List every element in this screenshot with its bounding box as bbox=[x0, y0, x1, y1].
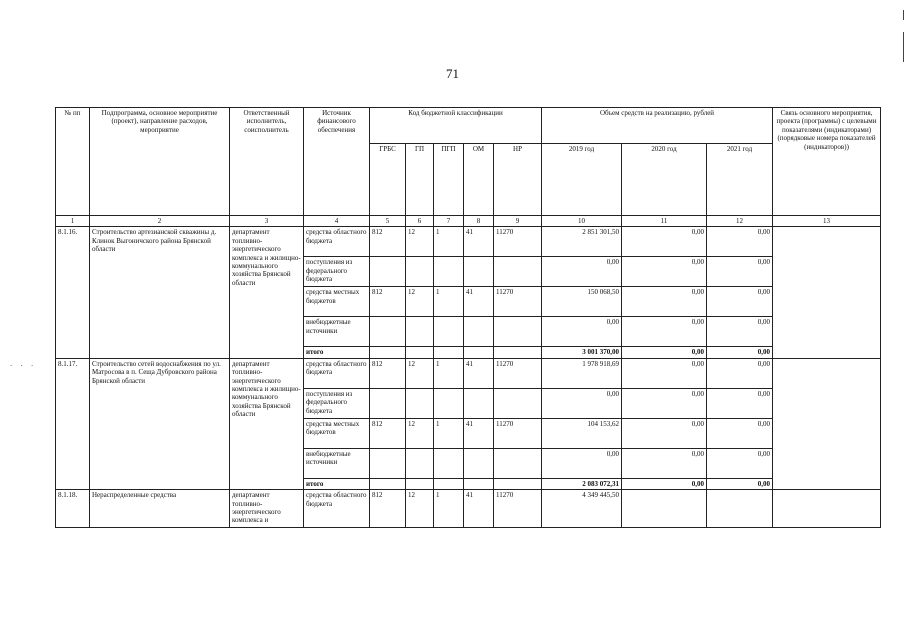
total-2020: 0,00 bbox=[622, 478, 707, 489]
om-code bbox=[464, 448, 494, 478]
amount-2020: 0,00 bbox=[622, 388, 707, 418]
gp-code bbox=[406, 448, 434, 478]
amount-2020 bbox=[622, 490, 707, 528]
total-2019: 2 083 072,31 bbox=[542, 478, 622, 489]
funding-source: средства областного бюджета bbox=[304, 227, 370, 257]
amount-2019: 0,00 bbox=[542, 317, 622, 347]
column-number: 3 bbox=[230, 216, 304, 227]
grbs-code: 812 bbox=[370, 358, 406, 388]
amount-2019: 4 349 445,50 bbox=[542, 490, 622, 528]
pgp-code bbox=[434, 257, 464, 287]
project-name: Нераспределенные средства bbox=[90, 490, 230, 528]
column-number: 13 bbox=[773, 216, 881, 227]
table-row bbox=[56, 227, 881, 257]
header-gp: ГП bbox=[406, 144, 434, 216]
scan-dots: . . . bbox=[10, 358, 37, 368]
om-code: 41 bbox=[464, 490, 494, 528]
header-om: ОМ bbox=[464, 144, 494, 216]
funding-source: средства местных бюджетов bbox=[304, 287, 370, 317]
gp-code: 12 bbox=[406, 418, 434, 448]
gp-code: 12 bbox=[406, 358, 434, 388]
gp-code: 12 bbox=[406, 287, 434, 317]
amount-2019: 104 153,62 bbox=[542, 418, 622, 448]
np-code: 11270 bbox=[494, 287, 542, 317]
project-number: 8.1.18. bbox=[56, 490, 90, 528]
pgp-code: 1 bbox=[434, 287, 464, 317]
project-executor: департамент топливно-энергетического комплекса и жилищно-коммунального хозяйства Брянской области bbox=[230, 227, 304, 358]
header-budget-code: Код бюджетной классификации bbox=[370, 108, 542, 144]
om-code bbox=[464, 388, 494, 418]
amount-2020: 0,00 bbox=[622, 227, 707, 257]
column-number: 10 bbox=[542, 216, 622, 227]
total-label: итого bbox=[304, 347, 370, 358]
om-code: 41 bbox=[464, 418, 494, 448]
grbs-code: 812 bbox=[370, 418, 406, 448]
amount-2020: 0,00 bbox=[622, 418, 707, 448]
total-2019: 3 001 370,00 bbox=[542, 347, 622, 358]
np-code: 11270 bbox=[494, 358, 542, 388]
header-volume: Объем средств на реализацию, рублей bbox=[542, 108, 773, 144]
pgp-code bbox=[434, 317, 464, 347]
funding-source: поступления из федерального бюджета bbox=[304, 388, 370, 418]
np-code bbox=[494, 257, 542, 287]
om-code bbox=[464, 317, 494, 347]
total-2021: 0,00 bbox=[707, 478, 773, 489]
column-number: 7 bbox=[434, 216, 464, 227]
column-number: 6 bbox=[406, 216, 434, 227]
header-2021: 2021 год bbox=[707, 144, 773, 216]
budget-table bbox=[55, 107, 881, 528]
amount-2019: 0,00 bbox=[542, 257, 622, 287]
gp-code bbox=[406, 317, 434, 347]
amount-2020: 0,00 bbox=[622, 287, 707, 317]
header-2020: 2020 год bbox=[622, 144, 707, 216]
funding-source: внебюджетные источники bbox=[304, 317, 370, 347]
funding-source: средства областного бюджета bbox=[304, 490, 370, 528]
total-2021: 0,00 bbox=[707, 347, 773, 358]
pgp-code bbox=[434, 448, 464, 478]
header-source: Источник финансового обеспечения bbox=[304, 108, 370, 216]
amount-2020: 0,00 bbox=[622, 358, 707, 388]
funding-source: поступления из федерального бюджета bbox=[304, 257, 370, 287]
project-executor: департамент топливно-энергетического комплекса и bbox=[230, 490, 304, 528]
grbs-code bbox=[370, 448, 406, 478]
amount-2019: 2 851 301,50 bbox=[542, 227, 622, 257]
amount-2021: 0,00 bbox=[707, 257, 773, 287]
margin-mark bbox=[903, 32, 904, 62]
grbs-code bbox=[370, 388, 406, 418]
funding-source: средства местных бюджетов bbox=[304, 418, 370, 448]
amount-2019: 0,00 bbox=[542, 388, 622, 418]
indicator-link bbox=[773, 490, 881, 528]
amount-2021: 0,00 bbox=[707, 358, 773, 388]
column-number: 9 bbox=[494, 216, 542, 227]
amount-2019: 150 068,50 bbox=[542, 287, 622, 317]
amount-2021: 0,00 bbox=[707, 317, 773, 347]
np-code bbox=[494, 317, 542, 347]
header-link: Связь основного мероприятия, проекта (программы) с целевыми показателями (индикаторами) (порядковые номера показателей (индикаторов)) bbox=[773, 108, 881, 216]
amount-2021: 0,00 bbox=[707, 418, 773, 448]
np-code: 11270 bbox=[494, 227, 542, 257]
header-2019: 2019 год bbox=[542, 144, 622, 216]
pgp-code bbox=[434, 388, 464, 418]
amount-2021: 0,00 bbox=[707, 287, 773, 317]
project-number: 8.1.17. bbox=[56, 358, 90, 489]
column-number-row bbox=[56, 216, 881, 227]
column-number: 5 bbox=[370, 216, 406, 227]
gp-code: 12 bbox=[406, 227, 434, 257]
column-number: 2 bbox=[90, 216, 230, 227]
funding-source: средства областного бюджета bbox=[304, 358, 370, 388]
header-executor: Ответственный исполнитель, соисполнитель bbox=[230, 108, 304, 216]
column-number: 1 bbox=[56, 216, 90, 227]
pgp-code: 1 bbox=[434, 418, 464, 448]
amount-2019: 1 978 918,69 bbox=[542, 358, 622, 388]
total-label: итого bbox=[304, 478, 370, 489]
amount-2020: 0,00 bbox=[622, 448, 707, 478]
np-code: 11270 bbox=[494, 418, 542, 448]
project-name: Строительство сетей водоснабжения по ул. Матросова в п. Сеща Дубровского района Брянской области bbox=[90, 358, 230, 489]
grbs-code bbox=[370, 257, 406, 287]
table-row bbox=[56, 490, 881, 528]
indicator-link bbox=[773, 358, 881, 489]
pgp-code: 1 bbox=[434, 490, 464, 528]
grbs-code: 812 bbox=[370, 490, 406, 528]
column-number: 12 bbox=[707, 216, 773, 227]
header-name: Подпрограмма, основное мероприятие (проект), направление расходов, мероприятие bbox=[90, 108, 230, 216]
np-code bbox=[494, 448, 542, 478]
om-code: 41 bbox=[464, 358, 494, 388]
om-code: 41 bbox=[464, 287, 494, 317]
header-pgp: ПГП bbox=[434, 144, 464, 216]
total-2020: 0,00 bbox=[622, 347, 707, 358]
project-executor: департамент топливно-энергетического комплекса и жилищно-коммунального хозяйства Брянской области bbox=[230, 358, 304, 489]
indicator-link bbox=[773, 227, 881, 358]
om-code bbox=[464, 257, 494, 287]
project-number: 8.1.16. bbox=[56, 227, 90, 358]
project-name: Строительство артезианской скважины д. Клинок Выгоничского района Брянской области bbox=[90, 227, 230, 358]
header-num: № пп bbox=[56, 108, 90, 216]
amount-2021: 0,00 bbox=[707, 227, 773, 257]
om-code: 41 bbox=[464, 227, 494, 257]
amount-2020: 0,00 bbox=[622, 257, 707, 287]
grbs-code bbox=[370, 317, 406, 347]
amount-2019: 0,00 bbox=[542, 448, 622, 478]
margin-mark bbox=[903, 10, 904, 20]
grbs-code: 812 bbox=[370, 287, 406, 317]
np-code: 11270 bbox=[494, 490, 542, 528]
table-row bbox=[56, 358, 881, 388]
column-number: 8 bbox=[464, 216, 494, 227]
funding-source: внебюджетные источники bbox=[304, 448, 370, 478]
grbs-code: 812 bbox=[370, 227, 406, 257]
column-number: 11 bbox=[622, 216, 707, 227]
pgp-code: 1 bbox=[434, 358, 464, 388]
pgp-code: 1 bbox=[434, 227, 464, 257]
amount-2021: 0,00 bbox=[707, 448, 773, 478]
amount-2021: 0,00 bbox=[707, 388, 773, 418]
gp-code: 12 bbox=[406, 490, 434, 528]
amount-2020: 0,00 bbox=[622, 317, 707, 347]
header-grbs: ГРБС bbox=[370, 144, 406, 216]
np-code bbox=[494, 388, 542, 418]
gp-code bbox=[406, 388, 434, 418]
header-np: НР bbox=[494, 144, 542, 216]
column-number: 4 bbox=[304, 216, 370, 227]
amount-2021 bbox=[707, 490, 773, 528]
gp-code bbox=[406, 257, 434, 287]
page-number: 71 bbox=[446, 66, 459, 81]
